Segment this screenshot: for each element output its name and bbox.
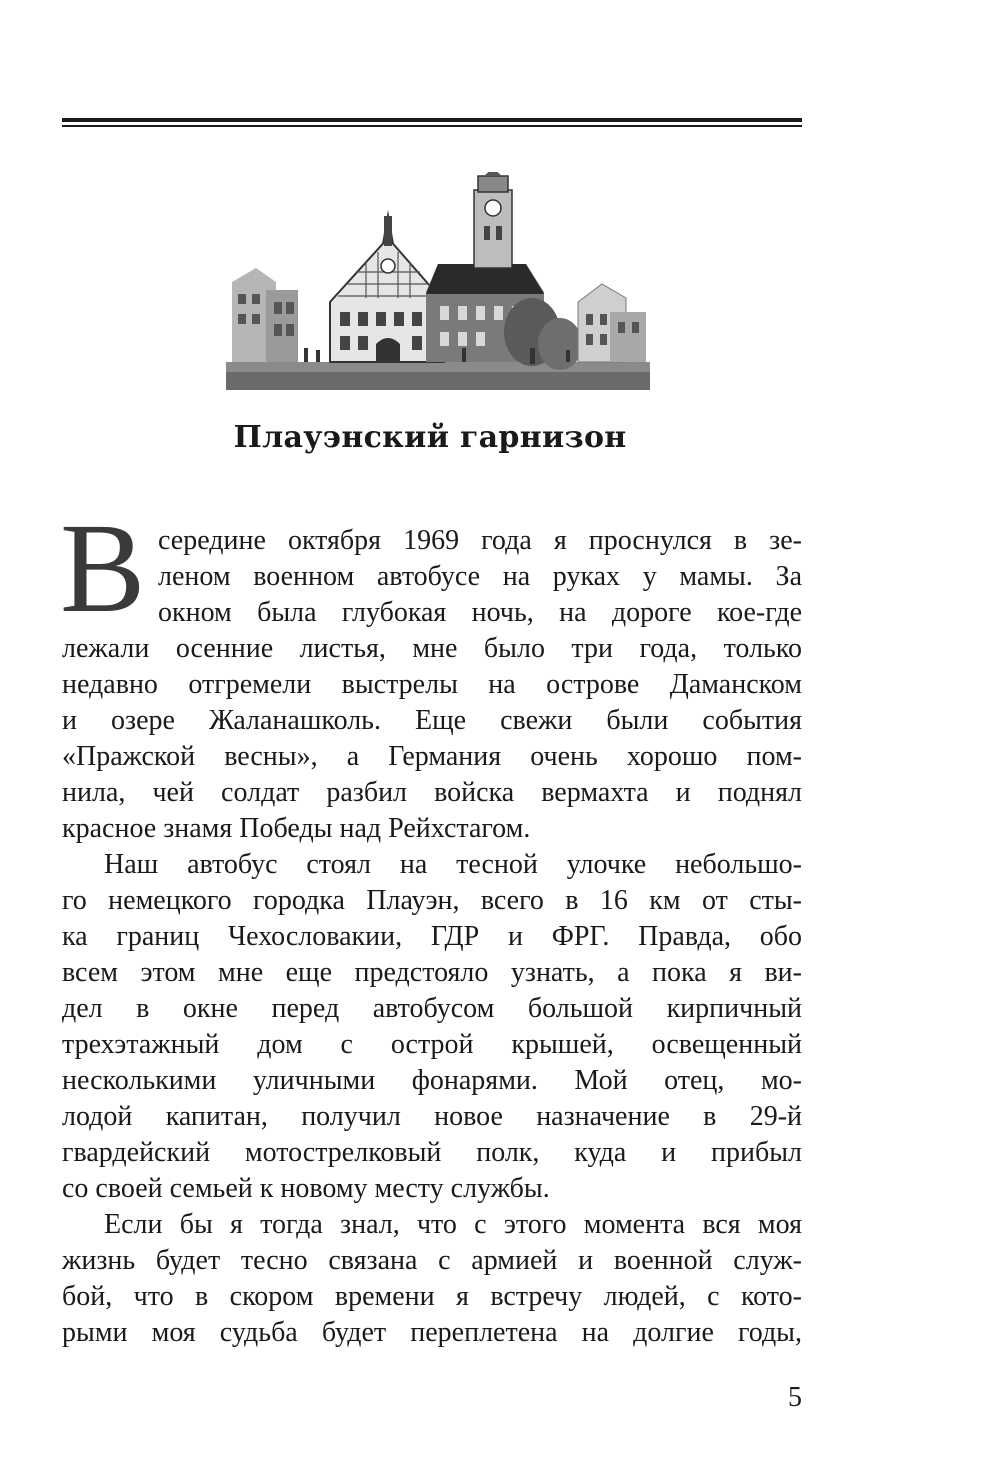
text-line: трехэтажный дом с острой крышей, освещенный — [62, 1029, 802, 1060]
text-line: рыми моя судьба будет переплетена на долгие годы, — [62, 1317, 802, 1348]
text-line: ка границ Чехословакии, ГДР и ФРГ. Правда, обо — [62, 921, 802, 952]
page-number: 5 — [788, 1382, 802, 1413]
header-rule-thick — [62, 118, 802, 122]
text-line: нила, чей солдат разбил войска вермахта и поднял — [62, 777, 802, 808]
chapter-title: Плауэнский гарнизон — [233, 420, 627, 455]
text-line: со своей семьей к новому месту службы. — [62, 1173, 550, 1204]
text-line: и озере Жаланашколь. Еще свежи были события — [62, 705, 802, 736]
text-line: красное знамя Победы над Рейхстагом. — [62, 813, 531, 844]
text-line: Если бы я тогда знал, что с этого момента вся моя — [104, 1209, 802, 1240]
text-line: всем этом мне еще предстояло узнать, а пока я ви- — [62, 957, 802, 988]
text-line: Наш автобус стоял на тесной улочке небольшо- — [104, 849, 802, 880]
text-line: жизнь будет тесно связана с армией и военной служ- — [62, 1245, 802, 1276]
drop-cap: В — [60, 497, 146, 639]
text-line: дел в окне перед автобусом большой кирпичный — [62, 993, 802, 1024]
text-line: лодой капитан, получил новое назначение в 29-й — [62, 1101, 802, 1132]
text-line: го немецкого городка Плауэн, всего в 16 км от сты- — [62, 885, 802, 916]
text-line: «Пражской весны», а Германия очень хорошо пом- — [62, 741, 802, 772]
town-hall-illustration — [226, 172, 650, 390]
text-line: леном военном автобусе на руках у мамы. За — [158, 561, 802, 592]
text-line: бой, что в скором времени я встречу людей, с кото- — [62, 1281, 802, 1312]
text-line: несколькими уличными фонарями. Мой отец, мо- — [62, 1065, 802, 1096]
text-line: гвардейский мотострелковый полк, куда и прибыл — [62, 1137, 802, 1168]
text-line: недавно отгремели выстрелы на острове Даманском — [62, 669, 802, 700]
text-line: окном была глубокая ночь, на дороге кое-где — [158, 597, 802, 628]
text-line: середине октября 1969 года я проснулся в зе- — [158, 525, 802, 556]
header-rule-thin — [62, 125, 802, 127]
text-line: лежали осенние листья, мне было три года, только — [62, 633, 802, 664]
